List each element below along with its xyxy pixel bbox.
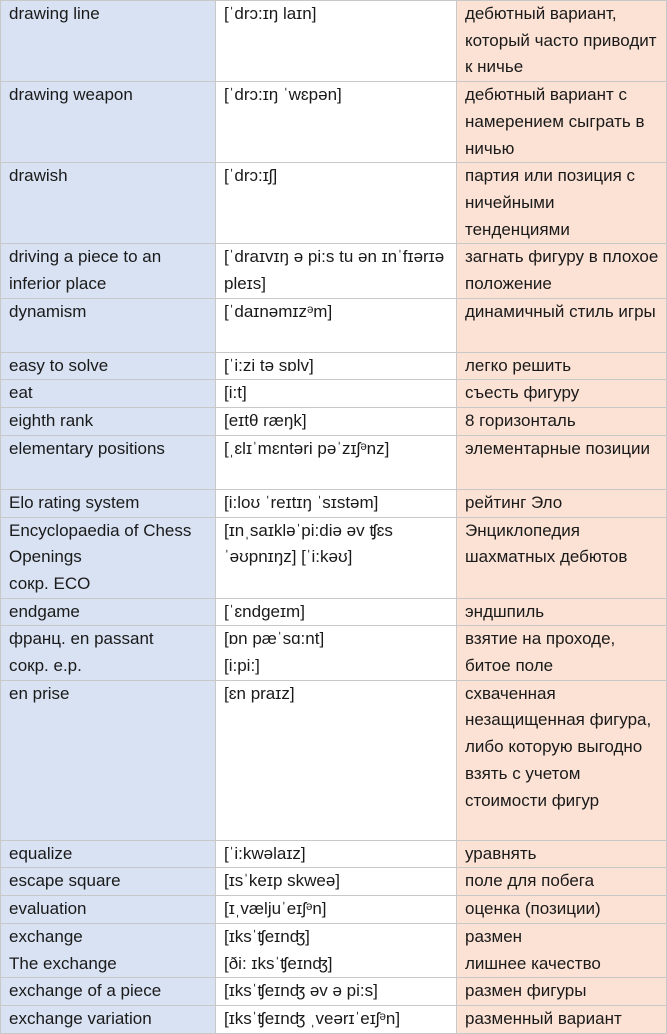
table-row	[1, 298, 667, 352]
translation-cell: съесть фигуру	[457, 380, 667, 408]
term-cell: exchange The exchange	[1, 923, 216, 977]
term-cell: en prise	[1, 680, 216, 840]
pronunciation-cell: [ɛn praɪz]	[216, 680, 457, 840]
term-cell: exchange of a piece	[1, 978, 216, 1006]
table-row	[1, 352, 667, 380]
table-row	[1, 435, 667, 489]
term-cell: escape square	[1, 868, 216, 896]
pronunciation-cell: [ˈdaɪnəmɪzᵊm]	[216, 298, 457, 352]
translation-cell: оценка (позиции)	[457, 896, 667, 924]
term-cell: endgame	[1, 598, 216, 626]
pronunciation-cell: [ˈi:zi tə sɒlv]	[216, 352, 457, 380]
translation-cell: динамичный стиль игры	[457, 298, 667, 352]
translation-cell: взятие на проходе, битое поле	[457, 626, 667, 680]
pronunciation-cell: [ˈdrɔ:ɪŋ ˈwɛpən]	[216, 82, 457, 163]
table-row	[1, 489, 667, 517]
translation-cell: поле для побега	[457, 868, 667, 896]
pronunciation-cell: [ɪnˌsaɪkləˈpi:diə əv ʧɛs ˈəʊpnɪŋz] [ˈi:kəʊ]	[216, 517, 457, 598]
term-cell: drawing line	[1, 1, 216, 82]
translation-cell: элементарные позиции	[457, 435, 667, 489]
table-row	[1, 896, 667, 924]
translation-cell: дебютный вариант, который часто приводит к ничье	[457, 1, 667, 82]
translation-cell: размен лишнее качество	[457, 923, 667, 977]
table-row	[1, 626, 667, 680]
pronunciation-cell: [i:loʊ ˈreɪtɪŋ ˈsɪstəm]	[216, 489, 457, 517]
term-cell: eighth rank	[1, 408, 216, 436]
translation-cell: легко решить	[457, 352, 667, 380]
pronunciation-cell: [ɒn pæˈsɑ:nt] [i:pi:]	[216, 626, 457, 680]
translation-cell: эндшпиль	[457, 598, 667, 626]
pronunciation-cell: [ɪksˈʧeɪnʤ] [ði: ɪksˈʧeɪnʤ]	[216, 923, 457, 977]
translation-cell: уравнять	[457, 840, 667, 868]
pronunciation-cell: [ˈdraɪvɪŋ ə pi:s tu ən ɪnˈfɪərɪə pleɪs]	[216, 244, 457, 298]
translation-cell: схваченная незащищенная фигура, либо которую выгодно взять с учетом стоимости фигур	[457, 680, 667, 840]
pronunciation-cell: [ˈi:kwəlaɪz]	[216, 840, 457, 868]
table-row	[1, 82, 667, 163]
pronunciation-cell: [ˌɛlɪˈmɛntəri pəˈzɪʃᵊnz]	[216, 435, 457, 489]
pronunciation-cell: [ˈdrɔ:ɪʃ]	[216, 163, 457, 244]
pronunciation-cell: [ɪˌvæljuˈeɪʃᵊn]	[216, 896, 457, 924]
translation-cell: рейтинг Эло	[457, 489, 667, 517]
pronunciation-cell: [ɪksˈʧeɪnʤ əv ə pi:s]	[216, 978, 457, 1006]
glossary-body	[1, 1, 667, 1034]
term-cell: drawish	[1, 163, 216, 244]
table-row	[1, 1005, 667, 1033]
term-cell: elementary positions	[1, 435, 216, 489]
table-row	[1, 163, 667, 244]
table-row	[1, 840, 667, 868]
term-cell: Encyclopaedia of Chess Openings сокр. ECO	[1, 517, 216, 598]
translation-cell: Энциклопедия шахматных дебютов	[457, 517, 667, 598]
pronunciation-cell: [eɪtθ ræŋk]	[216, 408, 457, 436]
term-cell: drawing weapon	[1, 82, 216, 163]
pronunciation-cell: [ˈdrɔ:ɪŋ laɪn]	[216, 1, 457, 82]
table-row	[1, 598, 667, 626]
table-row	[1, 680, 667, 840]
translation-cell: размен фигуры	[457, 978, 667, 1006]
term-cell: exchange variation	[1, 1005, 216, 1033]
table-row	[1, 978, 667, 1006]
table-row	[1, 868, 667, 896]
translation-cell: загнать фигуру в плохое положение	[457, 244, 667, 298]
translation-cell: дебютный вариант с намерением сыграть в ничью	[457, 82, 667, 163]
translation-cell: разменный вариант	[457, 1005, 667, 1033]
table-row	[1, 923, 667, 977]
table-row	[1, 244, 667, 298]
pronunciation-cell: [ɪksˈʧeɪnʤ ˌveərɪˈeɪʃᵊn]	[216, 1005, 457, 1033]
term-cell: dynamism	[1, 298, 216, 352]
table-row	[1, 1, 667, 82]
term-cell: франц. en passant сокр. e.p.	[1, 626, 216, 680]
term-cell: easy to solve	[1, 352, 216, 380]
term-cell: evaluation	[1, 896, 216, 924]
pronunciation-cell: [ɪsˈkeɪp skweə]	[216, 868, 457, 896]
table-row	[1, 380, 667, 408]
term-cell: equalize	[1, 840, 216, 868]
translation-cell: 8 горизонталь	[457, 408, 667, 436]
term-cell: driving a piece to an inferior place	[1, 244, 216, 298]
pronunciation-cell: [i:t]	[216, 380, 457, 408]
table-row	[1, 517, 667, 598]
term-cell: Elo rating system	[1, 489, 216, 517]
term-cell: eat	[1, 380, 216, 408]
table-row	[1, 408, 667, 436]
translation-cell: партия или позиция с ничейными тенденциями	[457, 163, 667, 244]
pronunciation-cell: [ˈɛndgeɪm]	[216, 598, 457, 626]
